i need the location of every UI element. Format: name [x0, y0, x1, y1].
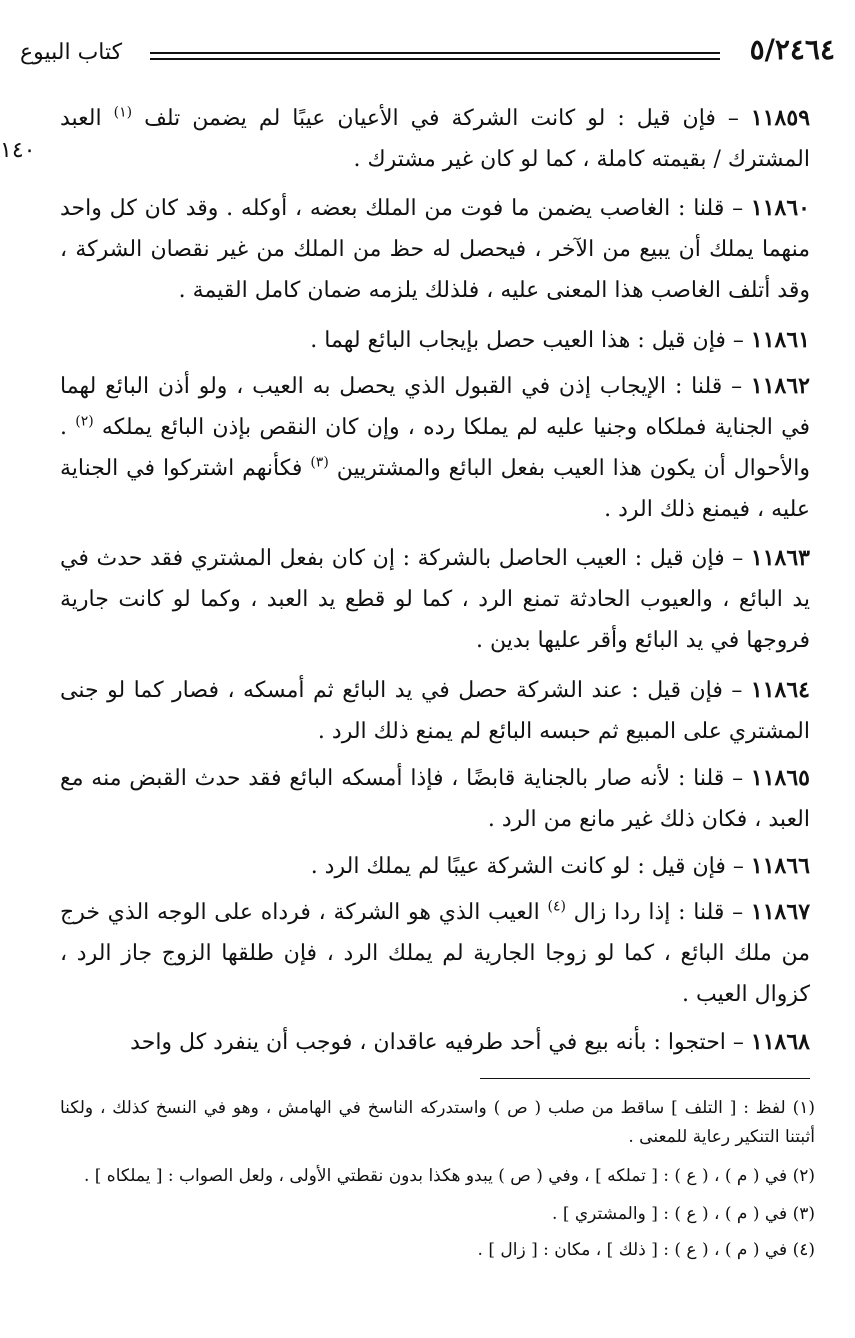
paragraph-number: ١١٨٦٣: [750, 545, 810, 571]
paragraph-text: – قلنا : الغاصب يضمن ما فوت من الملك بعضه ، أوكله . وقد كان كل واحد منهما يملك أن يبيع من الآخر ، فيحصل له حظ من الملك من غير نقصان الشركة ، وقد أتلف الغاصب هذا المعنى عليه ، فلذلك يلزمه ضمان كامل القيمة .: [60, 196, 810, 303]
footnote: (٣) في ( م ) ، ( ع ) : [ والمشتري ] .: [552, 1204, 815, 1224]
paragraph-text: – احتجوا : بأنه بيع في أحد طرفيه عاقدان ، فوجب أن ينفرد كل واحد: [130, 1030, 751, 1055]
paragraph: [60, 670, 810, 752]
page-number: ٥/٢٤٦٤: [749, 33, 835, 66]
margin-page-reference: ١٤٠: [0, 138, 36, 163]
book-title: كتاب البيوع: [20, 40, 123, 65]
footnote: (٢) في ( م ) ، ( ع ) : [ تملكه ] ، وفي ( ص ) يبدو هكذا بدون نقطتي الأولى ، ولعل الصواب : [ يملكاه ] .: [83, 1166, 815, 1186]
paragraph: [60, 98, 810, 180]
paragraph-number: ١١٨٦٤: [750, 677, 810, 703]
paragraph-number: ١١٨٦٨: [750, 1029, 810, 1055]
paragraph-text: – فإن قيل : لو كانت الشركة عيبًا لم يملك الرد .: [310, 854, 751, 879]
paragraph: [60, 366, 810, 530]
footnote-marker: (٤): [547, 898, 566, 915]
paragraph-text: – قلنا : إذا ردا زال: [565, 900, 751, 925]
footnote: (٤) في ( م ) ، ( ع ) : [ ذلك ] ، مكان : [ زال ] .: [477, 1240, 815, 1260]
footnote-separator: [480, 1078, 810, 1079]
footnote-marker: (٣): [310, 454, 329, 471]
paragraph-number: ١١٨٦٠: [750, 195, 810, 221]
paragraph-text: . والأحوال أن يكون هذا العيب بفعل البائع والمشتريين: [60, 415, 811, 481]
paragraph: [60, 538, 810, 661]
paragraph-text: – قلنا : الإيجاب إذن في القبول الذي يحصل به العيب ، ولو أذن البائع لهما في الجناية فملكاه وجنيا عليه لم يملكا رده ، وإن كان النقص بإذن البائع يملكه: [60, 374, 810, 440]
paragraph-text: العيب الذي هو الشركة ، فرداه على الوجه الذي خرج من ملك البائع ، كما لو زوجا الجارية لم يملك الرد ، فإن طلقها الزوج جاز الرد ، كزوال العيب .: [60, 900, 810, 1007]
paragraph-text: – فإن قيل : العيب الحاصل بالشركة : إن كان بفعل المشتري فقد حدث في يد البائع ، والعيوب الحادثة تمنع الرد ، كما لو قطع يد العبد ، وكما لو كانت جارية فروجها في يد البائع وأقر عليها بدين .: [60, 546, 810, 653]
paragraph-number: ١١٨٦٦: [750, 853, 810, 879]
paragraph-text: فكأنهم اشتركوا في الجناية عليه ، فيمنع ذلك الرد .: [60, 456, 810, 522]
paragraph-number: ١١٨٥٩: [750, 105, 811, 131]
paragraph-text: – فإن قيل : لو كانت الشركة في الأعيان عيبًا لم يضمن تلف: [132, 106, 751, 131]
header-rule: [150, 52, 720, 54]
paragraph-number: ١١٨٦٧: [750, 899, 811, 925]
footnote-marker: (٢): [75, 413, 94, 430]
paragraph: [60, 846, 810, 887]
paragraph: [60, 892, 810, 1015]
paragraph-number: ١١٨٦١: [750, 327, 810, 353]
paragraph-number: ١١٨٦٥: [750, 765, 810, 791]
paragraph-number: ١١٨٦٢: [750, 373, 810, 399]
paragraph: [60, 188, 810, 311]
paragraph: [60, 320, 810, 361]
paragraph-text: – فإن قيل : عند الشركة حصل في يد البائع ثم أمسكه ، فصار كما لو جنى المشتري على المبيع ثم حبسه البائع لم يمنع ذلك الرد .: [60, 678, 810, 744]
paragraph: [60, 758, 810, 840]
footnote: (١) لفظ : [ التلف ] ساقط من صلب ( ص ) واستدركه الناسخ في الهامش ، وهو في النسخ كذلك ، ولكنا أثبتنا التنكير رعاية للمعنى .: [60, 1098, 815, 1147]
paragraph-text: العبد المشترك / بقيمته كاملة ، كما لو كان غير مشترك .: [60, 106, 810, 172]
paragraph: [60, 1022, 810, 1063]
paragraph-text: – فإن قيل : هذا العيب حصل بإيجاب البائع لهما .: [310, 328, 751, 353]
paragraph-text: – قلنا : لأنه صار بالجناية قابضًا ، فإذا أمسكه البائع فقد حدث القبض منه مع العبد ، فكان ذلك غير مانع من الرد .: [60, 766, 810, 832]
footnote-marker: (١): [113, 104, 133, 121]
header-rule: [150, 58, 720, 60]
